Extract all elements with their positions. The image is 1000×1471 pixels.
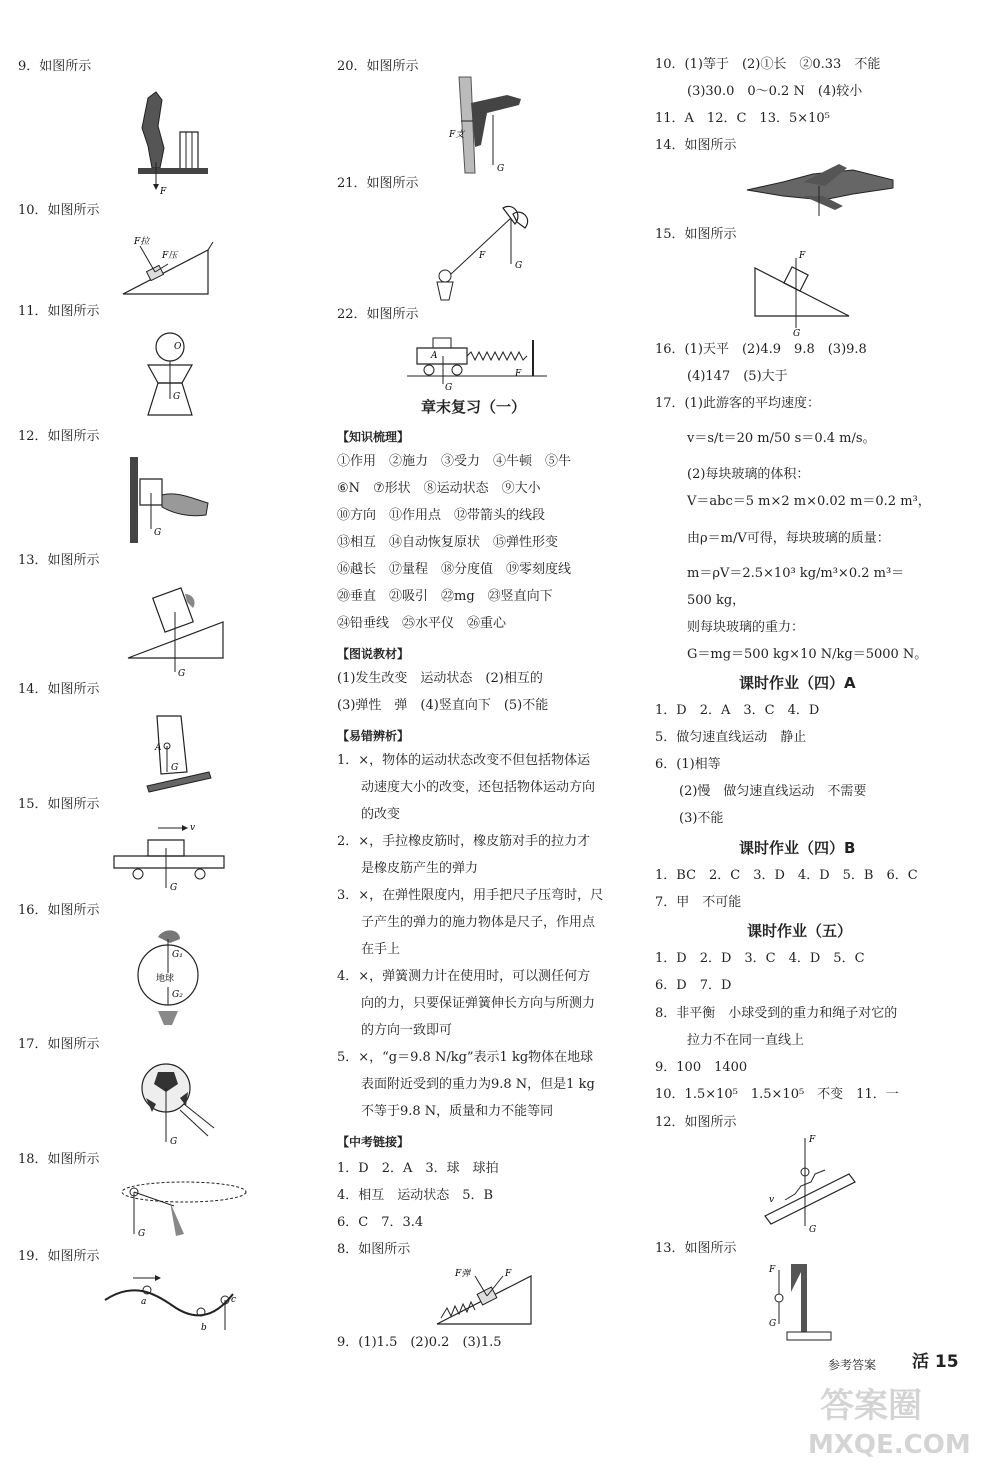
label-g-12: G [154, 528, 162, 538]
answer-5: 12．如图所示 [655, 1115, 737, 1130]
heading-4a: 课时作业（四）A [739, 674, 856, 692]
knowledge-line: ⑬相互 ⑭自动恢复原状 ⑮弹性形变 [337, 535, 559, 550]
label-pa: a [141, 1297, 147, 1307]
tushuo-header: 【图说教材】 [337, 647, 410, 661]
answer-5: 拉力不在同一直线上 [687, 1033, 805, 1048]
item-12: 12．如图所示 [18, 429, 100, 444]
label-g-15: G [170, 883, 178, 893]
label-pc: c [231, 1295, 237, 1305]
yicuo-header: 【易错辨析】 [337, 729, 410, 743]
label-o: O [174, 342, 182, 352]
answer-17: (2)每块玻璃的体积： [687, 467, 810, 482]
figure-15-cart [108, 820, 238, 895]
yicuo-line: 向的力，只要保证弹簧伸长方向与所测力 [361, 996, 596, 1011]
label-g2: G₂ [172, 990, 183, 1000]
yicuo-line: 3．×，在弹性限度内，用手把尺子压弯时，尺 [337, 888, 604, 903]
figure-17-football [136, 1058, 226, 1148]
item-10: 10．如图所示 [18, 203, 100, 218]
yicuo-line: 4．×，弹簧测力计在使用时，可以测任何方 [337, 969, 591, 984]
answer-16: 16．(1)天平 (2)4.9 9.8 (3)9.8 [655, 342, 867, 357]
yicuo-line: 不等于9.8 N，质量和力不能等同 [361, 1104, 554, 1119]
label-f-21: F [479, 251, 486, 261]
figure-18-circle-motion [112, 1174, 252, 1244]
zhongkao-line: 4．相互 运动状态 5．B [337, 1188, 494, 1203]
answer-5: 8．非平衡 小球受到的重力和绳子对它的 [655, 1006, 898, 1021]
answer-5: 6．D 7．D [655, 978, 732, 993]
yicuo-line: 动速度大小的改变，还包括物体运动方向 [361, 780, 596, 795]
answer-line: (3)30.0 0～0.2 N (4)较小 [687, 84, 863, 99]
label-f-13c: F [769, 1265, 776, 1275]
figure-16-earth [128, 925, 218, 1035]
label-v-12c: v [769, 1195, 775, 1205]
answer-line: 11．A 12．C 13．5×10⁵ [655, 111, 830, 126]
answer-4a: (2)慢 做匀速直线运动 不需要 [679, 784, 867, 799]
yicuo-line: 在手上 [361, 942, 401, 957]
answer-5: 1．D 2．D 3．C 4．D 5．C [655, 951, 865, 966]
knowledge-line: ⑥N ⑦形状 ⑧运动状态 ⑨大小 [337, 481, 541, 496]
item-13: 13．如图所示 [18, 553, 100, 568]
answer-4a: 5．做匀速直线运动 静止 [655, 730, 807, 745]
knowledge-line: ⑩方向 ⑪作用点 ⑫带箭头的线段 [337, 508, 546, 523]
zhongkao-line: 1．D 2．A 3．球 球拍 [337, 1161, 499, 1176]
knowledge-line: ①作用 ②施力 ③受力 ④牛顿 ⑤牛 [337, 454, 572, 469]
item-17: 17．如图所示 [18, 1037, 100, 1052]
label-f: F [160, 187, 167, 197]
footer-label: 参考答案 [828, 1358, 877, 1372]
figure-21-kite [427, 200, 557, 305]
yicuo-line: 子产生的弹力的施力物体是尺子，作用点 [361, 915, 596, 930]
label-g1: G₁ [172, 950, 183, 960]
yicuo-line: 是橡皮筋产生的弹力 [361, 861, 479, 876]
item-9: 9．如图所示 [18, 59, 92, 74]
answer-17: 由ρ＝m/V可得，每块玻璃的质量： [687, 531, 890, 546]
tushuo-line: (3)弹性 弹 (4)竖直向下 (5)不能 [337, 698, 549, 713]
label-g-12c: G [809, 1225, 817, 1235]
label-g: G [173, 392, 181, 402]
zhongkao-9: 9．(1)1.5 (2)0.2 (3)1.5 [337, 1335, 502, 1350]
figure-14-stand [133, 712, 223, 798]
answer-4b: 7．甲 不可能 [655, 895, 742, 910]
figure-22-spring-cart [397, 326, 567, 392]
figure-12-wall [126, 455, 226, 545]
figure-13-box-incline [123, 580, 233, 680]
item-19: 19．如图所示 [18, 1249, 100, 1264]
answer-17-intro: 17．(1)此游客的平均速度： [655, 396, 820, 411]
heading-4b: 课时作业（四）B [739, 839, 856, 857]
label-g-21: G [515, 261, 523, 271]
answer-17: 则每块玻璃的重力： [687, 620, 805, 635]
page-number: 活 15 [912, 1352, 959, 1372]
item-13c: 13．如图所示 [655, 1241, 737, 1256]
figure-12-pipe [755, 1134, 865, 1234]
answer-4a: 6．(1)相等 [655, 757, 721, 772]
yicuo-line: 5．×，“g＝9.8 N/kg”表示1 kg物体在地球 [337, 1050, 594, 1065]
yicuo-line: 的方向一致即可 [361, 1023, 453, 1038]
knowledge-line: ㉔铅垂线 ㉕水平仪 ㉖重心 [337, 616, 507, 631]
answer-4a: 1．D 2．A 3．C 4．D [655, 703, 820, 718]
figure-10-incline [118, 232, 228, 300]
answer-16: (4)147 (5)大于 [687, 369, 788, 384]
label-g-22: G [445, 383, 453, 393]
label-earth: 地球 [156, 974, 175, 984]
figure-13-gallows [767, 1262, 837, 1342]
item-20: 20．如图所示 [337, 59, 419, 74]
figure-9-diver [128, 88, 218, 198]
label-g-20: G [497, 164, 505, 174]
label-fn-20: F支 [449, 130, 465, 140]
answer-17: 500 kg， [687, 593, 746, 608]
item-18: 18．如图所示 [18, 1152, 100, 1167]
label-f-8: F [505, 1269, 512, 1279]
label-f-12c: F [809, 1135, 816, 1145]
answer-line: 14．如图所示 [655, 138, 737, 153]
label-a-22: A [431, 351, 438, 361]
answer-17: m＝ρV＝2.5×10³ kg/m³×0.2 m³＝ [687, 566, 905, 581]
label-v: v [190, 823, 196, 833]
tushuo-line: (1)发生改变 运动状态 (2)相互的 [337, 671, 543, 686]
answer-4a: (3)不能 [679, 811, 724, 826]
item-14: 14．如图所示 [18, 682, 100, 697]
knowledge-line: ⑯越长 ⑰量程 ⑱分度值 ⑲零刻度线 [337, 562, 572, 577]
item-22: 22．如图所示 [337, 307, 419, 322]
zhongkao-line: 6．C 7．3.4 [337, 1215, 424, 1230]
item-15c: 15．如图所示 [655, 227, 737, 242]
label-fn: F压 [162, 251, 178, 261]
label-pb: b [201, 1323, 207, 1333]
label-g-14: G [171, 763, 179, 773]
item-16: 16．如图所示 [18, 903, 100, 918]
label-fn-8: F弹 [455, 1269, 471, 1279]
figure-19-track [103, 1272, 253, 1342]
answer-line: 10．(1)等于 (2)①长 ②0.33 不能 [655, 57, 881, 72]
chapter-title: 章末复习（一） [421, 398, 527, 416]
item-21: 21．如图所示 [337, 176, 419, 191]
label-f-22: F [515, 369, 522, 379]
answer-17: G＝mg＝500 kg×10 N/kg＝5000 N。 [687, 647, 928, 662]
item-15: 15．如图所示 [18, 797, 100, 812]
answer-5: 9．100 1400 [655, 1060, 748, 1075]
answer-4b: 1．BC 2．C 3．D 4．D 5．B 6．C [655, 868, 918, 883]
yicuo-line: 2．×，手拉橡皮筋时，橡皮筋对手的拉力才 [337, 834, 591, 849]
zhongkao-header: 【中考链接】 [337, 1135, 410, 1149]
label-g-13: G [178, 669, 186, 679]
figure-8-spring-incline [433, 1266, 543, 1328]
yicuo-line: 的改变 [361, 807, 401, 822]
watermark-logo: 答案圈 [820, 1386, 922, 1426]
label-f-15c: F [799, 251, 806, 261]
knowledge-header: 【知识梳理】 [337, 430, 410, 444]
answer-17: V＝abc＝5 m×2 m×0.02 m＝0.2 m³， [687, 494, 931, 509]
item-11: 11．如图所示 [18, 304, 100, 319]
watermark-site: MXQE.COM [808, 1430, 971, 1460]
figure-11-ball-stand [138, 327, 208, 427]
answer-5: 10．1.5×10⁵ 1.5×10⁵ 不变 11．一 [655, 1087, 899, 1102]
label-g-13c: G [769, 1319, 777, 1329]
knowledge-line: ⑳垂直 ㉑吸引 ㉒mg ㉓竖直向下 [337, 589, 553, 604]
label-g-18: G [138, 1229, 146, 1239]
label-a: A [155, 743, 162, 753]
figure-15-incline-block [751, 248, 856, 339]
label-fs: F拉 [134, 237, 150, 247]
yicuo-line: 1．×，物体的运动状态改变不但包括物体运 [337, 753, 591, 768]
label-g-15c: G [793, 329, 801, 339]
figure-20-pole [437, 75, 547, 180]
heading-5: 课时作业（五） [747, 922, 853, 940]
zhongkao-line: 8．如图所示 [337, 1242, 411, 1257]
figure-14-jet [743, 160, 903, 218]
label-g-17: G [170, 1137, 178, 1147]
answer-17-formula: v＝s/t＝20 m/50 s＝0.4 m/s。 [687, 431, 876, 446]
yicuo-line: 表面附近受到的重力为9.8 N，但是1 kg [361, 1077, 595, 1092]
